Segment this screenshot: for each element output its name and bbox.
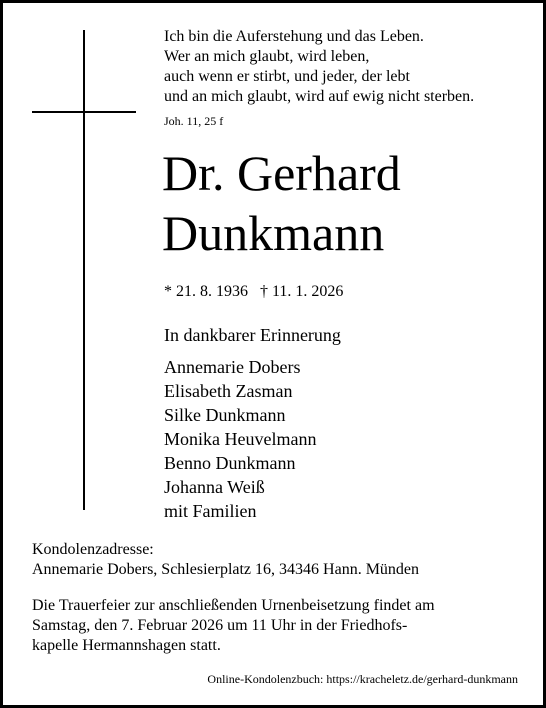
mourner-name: Annemarie Dobers [164, 357, 301, 377]
bible-verse [164, 27, 474, 107]
mourner-name: Benno Dunkmann [164, 453, 296, 473]
mourner-name: Johanna Weiß [164, 477, 265, 497]
memory-heading: In dankbarer Erinnerung [164, 325, 341, 345]
condolence-label: Kondolenzadresse: [32, 541, 154, 558]
funeral-line: kapelle Hermannshagen statt. [32, 637, 221, 654]
deceased-name-line1: Dr. Gerhard [162, 145, 401, 201]
cross-vertical-bar [83, 30, 85, 510]
condolence-address-block [32, 540, 419, 580]
mourner-name: Elisabeth Zasman [164, 381, 293, 401]
condolence-address: Annemarie Dobers, Schlesierplatz 16, 34346 Hann. Münden [32, 561, 420, 578]
verse-line: Wer an mich glaubt, wird leben, [164, 48, 370, 65]
verse-line: und an mich glaubt, wird auf ewig nicht sterben. [164, 88, 475, 105]
mourner-list [164, 355, 316, 523]
verse-line: Ich bin die Auferstehung und das Leben. [164, 28, 424, 45]
mourner-families: mit Familien [164, 501, 257, 521]
verse-line: auch wenn er stirbt, und jeder, der lebt [164, 68, 410, 85]
verse-reference: Joh. 11, 25 f [164, 114, 224, 128]
deceased-name [162, 143, 401, 263]
deceased-name-line2: Dunkmann [162, 205, 385, 261]
life-dates: * 21. 8. 1936 † 11. 1. 2026 [164, 283, 344, 300]
funeral-line: Samstag, den 7. Februar 2026 um 11 Uhr in der Friedhofs- [32, 617, 408, 634]
online-condolence-link: Online-Kondolenzbuch: https://kracheletz.de/gerhard-dunkmann [207, 672, 518, 686]
cross-horizontal-bar [32, 111, 136, 113]
mourner-name: Monika Heuvelmann [164, 429, 317, 449]
funeral-line: Die Trauerfeier zur anschließenden Urnenbeisetzung findet am [32, 597, 435, 614]
funeral-info [32, 596, 435, 656]
mourner-name: Silke Dunkmann [164, 405, 286, 425]
